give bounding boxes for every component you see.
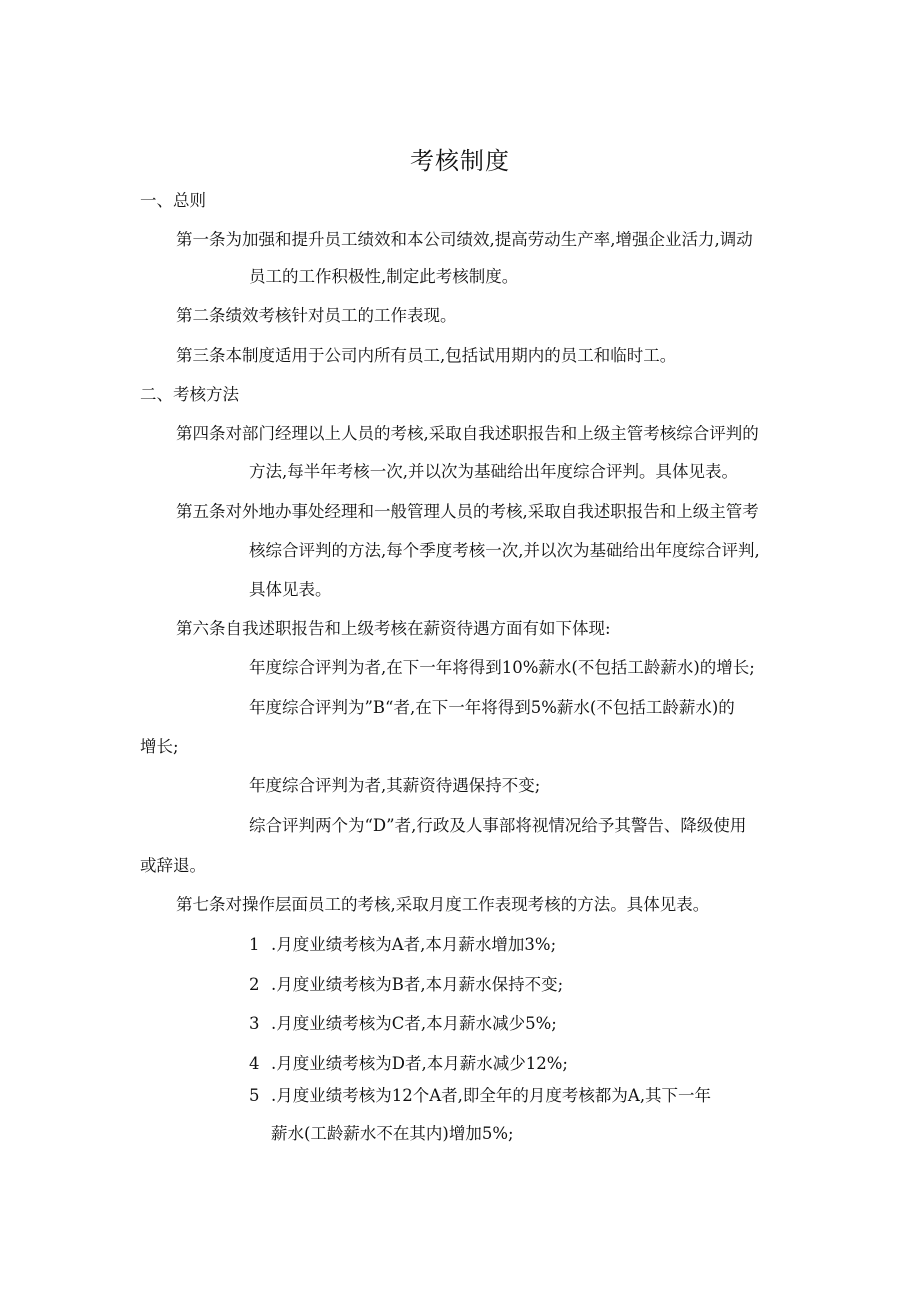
rule-item-d-line-1: 综合评判两个为“D”者,行政及人事部将视情况给予其警告、降级使用 <box>249 816 747 835</box>
article-3: 第三条本制度适用于公司内所有员工,包括试用期内的员工和临时工。 <box>176 346 677 365</box>
list-item-text: .月度业绩考核为C者,本月薪水减少5%; <box>271 1014 557 1033</box>
list-item-5-continuation: 薪水(工龄薪水不在其内)增加5%; <box>271 1124 514 1143</box>
list-item-text: .月度业绩考核为A者,本月薪水增加3%; <box>271 935 557 954</box>
rule-item-c: 年度综合评判为者,其薪资待遇保持不变; <box>249 776 541 795</box>
list-item <box>249 935 556 955</box>
article-2: 第二条绩效考核针对员工的工作表现。 <box>176 306 457 325</box>
list-item-number: 2 <box>249 975 260 994</box>
list-item-number: 1 <box>249 935 260 954</box>
rule-item-a: 年度综合评判为者,在下一年将得到10%薪水(不包括工龄薪水)的增长; <box>249 658 755 677</box>
rule-item-d-line-2: 或辞退。 <box>140 856 206 875</box>
list-item-text: .月度业绩考核为12个A者,即全年的月度考核都为A,其下一年 <box>271 1086 712 1105</box>
article-5-line-2: 核综合评判的方法,每个季度考核一次,并以次为基础给出年度综合评判, <box>249 541 760 560</box>
list-item <box>249 1014 557 1034</box>
article-1-line-2: 员工的工作积极性,制定此考核制度。 <box>249 267 519 286</box>
list-item-text: .月度业绩考核为B者,本月薪水保持不变; <box>271 975 564 994</box>
list-item-number: 5 <box>249 1086 260 1105</box>
list-item <box>249 1086 711 1106</box>
article-4-line-1: 第四条对部门经理以上人员的考核,采取自我述职报告和上级主管考核综合评判的 <box>176 424 759 443</box>
rule-item-b-line-2: 增长; <box>140 737 179 756</box>
list-item-number: 3 <box>249 1014 260 1033</box>
rule-item-b-line-1: 年度综合评判为”B“者,在下一年将得到5%薪水(不包括工龄薪水)的 <box>249 698 735 717</box>
page-title: 考核制度 <box>410 147 510 175</box>
article-7: 第七条对操作层面员工的考核,采取月度工作表现考核的方法。具体见表。 <box>176 895 710 914</box>
article-6: 第六条自我述职报告和上级考核在薪资待遇方面有如下体现: <box>176 619 611 638</box>
section-heading-methods: 二、考核方法 <box>140 385 239 404</box>
list-item-number: 4 <box>249 1054 260 1073</box>
article-4-line-2: 方法,每半年考核一次,并以次为基础给出年度综合评判。具体见表。 <box>249 462 738 481</box>
list-item <box>249 1054 568 1074</box>
article-5-line-1: 第五条对外地办事处经理和一般管理人员的考核,采取自我述职报告和上级主管考 <box>176 502 759 521</box>
article-1-line-1: 第一条为加强和提升员工绩效和本公司绩效,提高劳动生产率,增强企业活力,调动 <box>176 230 753 249</box>
list-item <box>249 975 563 995</box>
section-heading-general: 一、总则 <box>140 191 206 210</box>
list-item-text: .月度业绩考核为D者,本月薪水减少12%; <box>271 1054 568 1073</box>
article-5-line-3: 具体见表。 <box>249 580 332 599</box>
